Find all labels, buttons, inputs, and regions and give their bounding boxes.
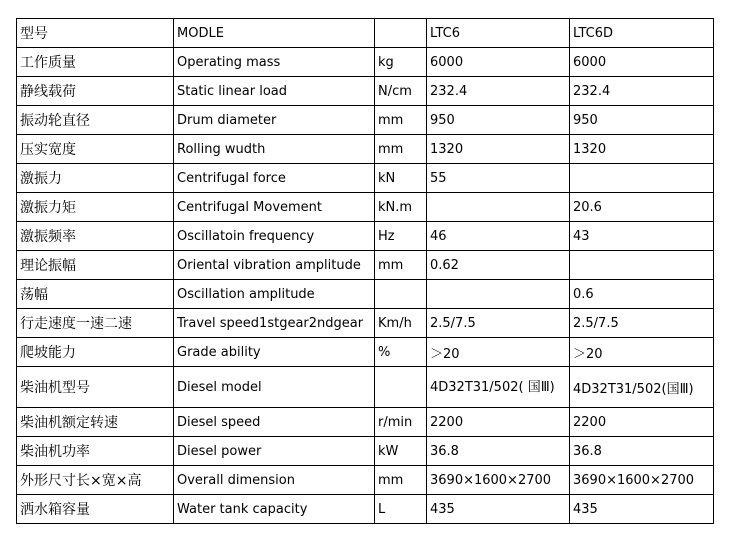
- table-row: [17, 48, 714, 77]
- param-unit: kW: [375, 437, 427, 466]
- param-unit: Hz: [375, 222, 427, 251]
- ltc6-value: 46: [427, 222, 570, 251]
- param-unit: r/min: [375, 408, 427, 437]
- param-zh: 行走速度一速二速: [17, 309, 174, 338]
- param-unit: mm: [375, 466, 427, 495]
- param-zh: 柴油机功率: [17, 437, 174, 466]
- param-unit: kN.m: [375, 193, 427, 222]
- param-en: Oriental vibration amplitude: [174, 251, 375, 280]
- param-en: Centrifugal Movement: [174, 193, 375, 222]
- ltc6d-value: ＞20: [570, 338, 714, 367]
- ltc6-value: 2200: [427, 408, 570, 437]
- param-zh: 爬坡能力: [17, 338, 174, 367]
- param-zh: 理论振幅: [17, 251, 174, 280]
- param-en: Diesel speed: [174, 408, 375, 437]
- param-unit: mm: [375, 251, 427, 280]
- ltc6d-value: 4D32T31/502(国Ⅲ): [570, 367, 714, 408]
- param-unit: [375, 367, 427, 408]
- param-zh: 柴油机额定转速: [17, 408, 174, 437]
- table-row: [17, 19, 714, 48]
- ltc6-value: 6000: [427, 48, 570, 77]
- param-unit: mm: [375, 135, 427, 164]
- ltc6d-value: 36.8: [570, 437, 714, 466]
- ltc6d-value: 2.5/7.5: [570, 309, 714, 338]
- param-zh: 洒水箱容量: [17, 495, 174, 524]
- ltc6-value: 232.4: [427, 77, 570, 106]
- param-unit: N/cm: [375, 77, 427, 106]
- param-en: Overall dimension: [174, 466, 375, 495]
- param-en: MODLE: [174, 19, 375, 48]
- param-en: Oscillation amplitude: [174, 280, 375, 309]
- param-zh: 激振力矩: [17, 193, 174, 222]
- param-en: Grade ability: [174, 338, 375, 367]
- ltc6d-value: LTC6D: [570, 19, 714, 48]
- ltc6-value: 55: [427, 164, 570, 193]
- ltc6-value: ＞20: [427, 338, 570, 367]
- param-zh: 激振力: [17, 164, 174, 193]
- table-row: [17, 466, 714, 495]
- param-zh: 振动轮直径: [17, 106, 174, 135]
- param-unit: L: [375, 495, 427, 524]
- ltc6-value: LTC6: [427, 19, 570, 48]
- table-row: [17, 367, 714, 408]
- spec-table-body: [17, 19, 714, 524]
- ltc6-value: 2.5/7.5: [427, 309, 570, 338]
- ltc6d-value: 2200: [570, 408, 714, 437]
- param-unit: Km/h: [375, 309, 427, 338]
- param-zh: 柴油机型号: [17, 367, 174, 408]
- ltc6-value: [427, 280, 570, 309]
- param-en: Oscillatoin frequency: [174, 222, 375, 251]
- ltc6d-value: 6000: [570, 48, 714, 77]
- ltc6d-value: [570, 164, 714, 193]
- param-zh: 型号: [17, 19, 174, 48]
- spec-table: [16, 18, 714, 524]
- ltc6d-value: [570, 251, 714, 280]
- table-row: [17, 251, 714, 280]
- param-en: Static linear load: [174, 77, 375, 106]
- table-row: [17, 408, 714, 437]
- table-row: [17, 338, 714, 367]
- param-unit: kg: [375, 48, 427, 77]
- param-en: Rolling wudth: [174, 135, 375, 164]
- param-zh: 激振频率: [17, 222, 174, 251]
- table-row: [17, 77, 714, 106]
- ltc6-value: [427, 193, 570, 222]
- param-en: Travel speed1stgear2ndgear: [174, 309, 375, 338]
- param-en: Water tank capacity: [174, 495, 375, 524]
- param-en: Centrifugal force: [174, 164, 375, 193]
- table-row: [17, 106, 714, 135]
- param-en: Operating mass: [174, 48, 375, 77]
- table-row: [17, 309, 714, 338]
- param-unit: [375, 19, 427, 48]
- ltc6-value: 950: [427, 106, 570, 135]
- param-unit: [375, 280, 427, 309]
- ltc6d-value: 1320: [570, 135, 714, 164]
- param-zh: 压实宽度: [17, 135, 174, 164]
- table-row: [17, 437, 714, 466]
- ltc6d-value: 20.6: [570, 193, 714, 222]
- ltc6d-value: 43: [570, 222, 714, 251]
- ltc6-value: 435: [427, 495, 570, 524]
- param-zh: 荡幅: [17, 280, 174, 309]
- param-unit: kN: [375, 164, 427, 193]
- ltc6-value: 36.8: [427, 437, 570, 466]
- param-en: Drum diameter: [174, 106, 375, 135]
- table-row: [17, 280, 714, 309]
- table-row: [17, 495, 714, 524]
- param-zh: 静线载荷: [17, 77, 174, 106]
- table-row: [17, 164, 714, 193]
- ltc6-value: 0.62: [427, 251, 570, 280]
- ltc6d-value: 950: [570, 106, 714, 135]
- param-en: Diesel power: [174, 437, 375, 466]
- param-unit: %: [375, 338, 427, 367]
- param-unit: mm: [375, 106, 427, 135]
- param-zh: 工作质量: [17, 48, 174, 77]
- table-row: [17, 135, 714, 164]
- table-row: [17, 222, 714, 251]
- param-en: Diesel model: [174, 367, 375, 408]
- ltc6-value: 4D32T31/502( 国Ⅲ): [427, 367, 570, 408]
- ltc6-value: 1320: [427, 135, 570, 164]
- ltc6d-value: 435: [570, 495, 714, 524]
- ltc6d-value: 232.4: [570, 77, 714, 106]
- table-row: [17, 193, 714, 222]
- ltc6d-value: 0.6: [570, 280, 714, 309]
- ltc6-value: 3690×1600×2700: [427, 466, 570, 495]
- param-zh: 外形尺寸长×宽×高: [17, 466, 174, 495]
- ltc6d-value: 3690×1600×2700: [570, 466, 714, 495]
